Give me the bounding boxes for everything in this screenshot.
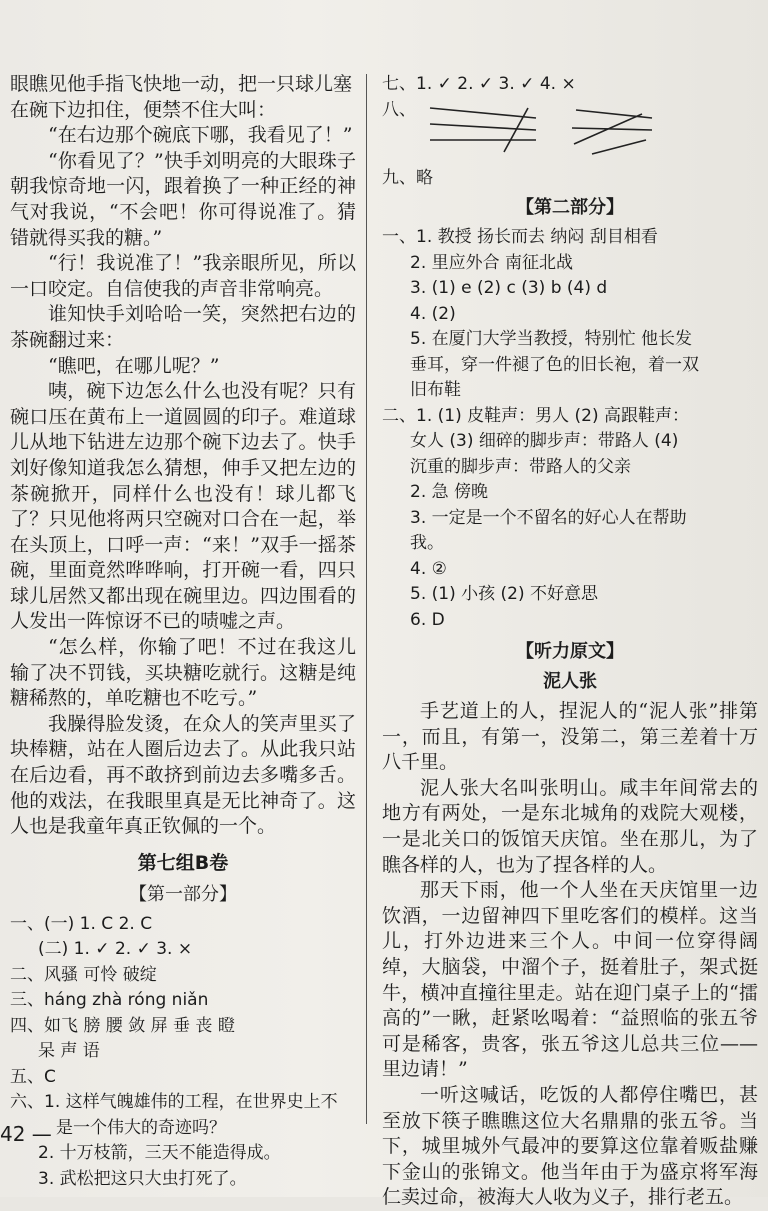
answer-line: 5. (1) 小孩 (2) 不好意思 [410,584,598,604]
paragraph: 那天下雨，他一个人坐在天庆馆里一边饮酒，一边留神四下里吃客们的模样。这当儿，打外边进来三个人。中间一位穿得阔绰，大脑袋，中溜个子，挺着肚子，架式挺牛，横冲直撞往里走。站在迎门桌子上的“擂高的”一瞅，赶紧吆喝着：“益照临的张五爷可是稀客，贵客，张五爷这儿总共三位——里边请！” [382,879,758,1081]
paragraph: “在右边那个碗底下哪，我看见了！” [48,124,353,147]
matching-answer [382,98,758,166]
answer-line: 旧布鞋 [410,380,461,400]
answer-line: (二) 1. ✓ 2. ✓ 3. × [38,939,193,960]
right-column [382,72,758,1211]
text-line: 眼瞧见他手指飞快地一动，把一只球儿塞在碗下边扣住，便禁不住大叫： [10,73,353,121]
answer-line: 四、如飞 膀 腰 敛 屏 垂 丧 瞪 [10,1015,235,1036]
answer-line: 2. 里应外合 南征北战 [410,252,574,273]
answer-line: 4. (2) [410,303,456,324]
matching-lines-figure [416,100,656,160]
page-number: 42 — [0,1122,52,1146]
left-column [10,72,356,1192]
paragraph: “怎么样，你输了吧！不过在我这儿输了决不罚钱，买块糖吃就行。这糖是纯糖稀熬的，单吃糖也不吃亏。” [10,636,356,710]
section-title: 第七组B卷 [137,851,229,874]
paragraph: 我臊得脸发烫，在众人的笑声里买了块棒糖，站在人圈后边去了。从此我只站在后边看，再不敢挤到前边去多嘴多舌。他的戏法，在我眼里真是无比神奇了。这人也是我童年真正钦佩的一个。 [10,712,356,838]
answer-line: 一、(一) 1. C 2. C [10,913,153,934]
answer-line: 是一个伟大的奇迹吗？ [56,1117,226,1138]
answer-line: 二、风骚 可怜 破绽 [10,964,157,985]
part-title: 【第二部分】 [516,197,624,218]
answer-line: 5. 在厦门大学当教授，特别忙 他长发 [410,329,693,349]
answer-line: 女人 (3) 细碎的脚步声：带路人 (4) [410,431,679,451]
paragraph: 一听这喊话，吃饭的人都停住嘴巴，甚至放下筷子瞧瞧这位大名鼎鼎的张五爷。当下，城里城外气最冲的要算这位靠着贩盐赚下金山的张锦文。他当年由于为盛京将军海仁卖过命，被海大人收为义子，排行老五。 [382,1083,758,1209]
answer-line: 沉重的脚步声：带路人的父亲 [410,456,631,477]
answer-label: 八、 [382,99,416,120]
paragraph: “行！我说准了！”我亲眼所见，所以一口咬定。自信使我的声音非常响亮。 [10,252,356,300]
answer-line: 3. 武松把这只大虫打死了。 [38,1168,247,1189]
answer-line: 二、1. (1) 皮鞋声：男人 (2) 高跟鞋声： [382,405,689,426]
answer-line: 垂耳，穿一件褪了色的旧长袍，着一双 [410,354,699,375]
story-title: 泥人张 [543,671,597,692]
answer-line: 2. 急 傍晚 [410,482,489,502]
answer-line: 呆 声 语 [38,1041,100,1062]
column-divider [366,74,367,1124]
listening-title: 【听力原文】 [516,641,624,662]
answer-line: 一、1. 教授 扬长而去 纳闷 刮目相看 [382,227,658,247]
answer-line: 6. D [410,609,445,630]
answer-line: 九、略 [382,167,433,188]
part-title: 【第一部分】 [129,883,237,905]
paragraph: 咦，碗下边怎么什么也没有呢？只有碗口压在黄布上一道圆圆的印子。难道球儿从地下钻进左边那个碗下边去了。快手刘好像知道我怎么猜想，伸手又把左边的茶碗掀开，同样什么也没有！球儿都飞了？只见他将两只空碗对口合在一起，举在头顶上，口呼一声：“来！”双手一摇茶碗，里面竟然哗哗响，打开碗一看，四只球儿居然又都出现在碗里边。四边围看的人发出一阵惊讶不已的啧嘘之声。 [10,380,356,633]
answer-line: 3. 一定是一个不留名的好心人在帮助 [410,507,687,528]
paragraph: 手艺道上的人，捏泥人的“泥人张”排第一，而且，有第一，没第二，第三差着十万八千里。 [382,700,758,774]
answer-line: 七、1. ✓ 2. ✓ 3. ✓ 4. × [382,74,576,94]
answer-line: 五、C [10,1066,56,1087]
answer-line: 3. (1) e (2) c (3) b (4) d [410,278,608,298]
paragraph: 谁知快手刘哈哈一笑，突然把右边的茶碗翻过来： [10,303,356,351]
answer-line: 2. 十万枝箭，三天不能造得成。 [38,1143,281,1164]
paragraph: “瞧吧，在哪儿呢？” [48,354,220,377]
answer-line: 六、1. 这样气魄雄伟的工程，在世界史上不 [10,1092,338,1113]
paragraph: 泥人张大名叫张明山。咸丰年间常去的地方有两处，一是东北城角的戏院大观楼，一是北关口的饭馆天庆馆。坐在那儿，为了瞧各样的人，也为了捏各样的人。 [382,776,758,876]
answer-line: 三、háng zhà róng niǎn [10,990,209,1011]
paragraph: “你看见了？”快手刘明亮的大眼珠子朝我惊奇地一闪，跟着换了一种正经的神气对我说，“不会吧！你可得说准了。猜错就得买我的糖。” [10,149,356,249]
answer-line: 我。 [410,533,444,553]
answer-line: 4. ② [410,558,447,579]
